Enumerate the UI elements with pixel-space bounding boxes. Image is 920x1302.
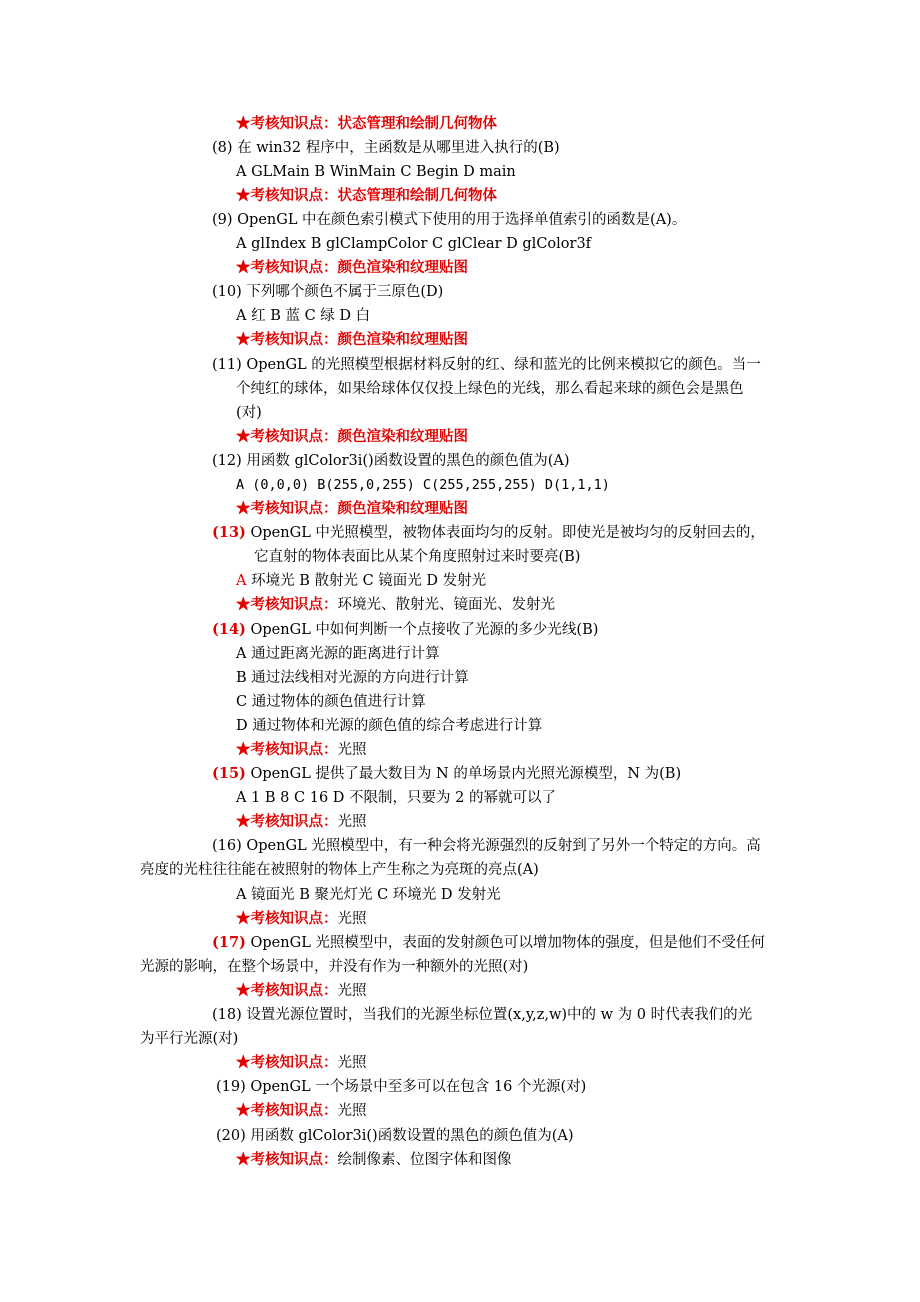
question-19: (19) OpenGL 一个场景中至多可以在包含 16 个光源(对) — [216, 1079, 587, 1095]
question-10-options: A 红 B 蓝 C 绿 D 白 — [236, 308, 371, 324]
question-text: OpenGL 中光照模型，被物体表面均匀的反射。即使光是被均匀的反射回去的， — [245, 525, 765, 541]
question-8: (8) 在 win32 程序中，主函数是从哪里进入执行的(B) — [212, 140, 560, 156]
knowledge-point-label: ★考核知识点： — [236, 259, 338, 276]
knowledge-point-label: ★考核知识点： — [236, 813, 338, 830]
question-15-options: A 1 B 8 C 16 D 不限制，只要为 2 的幂就可以了 — [236, 790, 556, 806]
knowledge-point — [236, 738, 367, 762]
question-15 — [212, 762, 681, 786]
knowledge-point-label: ★考核知识点： — [236, 1054, 338, 1071]
knowledge-point-label: ★考核知识点： — [236, 741, 338, 758]
question-18-line-2: 为平行光源(对) — [140, 1031, 239, 1047]
question-11-line-2: 个纯红的球体，如果给球体仅仅投上绿色的光线，那么看起来球的颜色会是黑色 — [236, 381, 744, 397]
knowledge-point — [236, 1148, 512, 1172]
question-number: (13) — [212, 524, 246, 541]
knowledge-point — [236, 328, 468, 352]
knowledge-point-topic: 光照 — [337, 983, 367, 999]
knowledge-point-topic: 颜色渲染和纹理贴图 — [337, 331, 468, 348]
question-9-options: A glIndex B glClampColor C glClear D glColor3f — [236, 236, 592, 252]
knowledge-point-topic: 颜色渲染和纹理贴图 — [337, 500, 468, 517]
question-16-line-2: 亮度的光柱往往能在被照射的物体上产生称之为亮斑的亮点(A) — [140, 862, 539, 878]
question-number: (17) — [212, 934, 246, 951]
question-number: (15) — [212, 765, 246, 782]
question-14-option-a: A 通过距离光源的距离进行计算 — [236, 646, 440, 662]
knowledge-point-topic: 颜色渲染和纹理贴图 — [337, 428, 468, 445]
question-16-options: A 镜面光 B 聚光灯光 C 环境光 D 发射光 — [236, 887, 501, 903]
knowledge-point-topic: 光照 — [337, 1055, 367, 1071]
knowledge-point-topic: 状态管理和绘制几何物体 — [337, 115, 497, 132]
question-11-line-3: (对) — [236, 405, 262, 421]
question-9: (9) OpenGL 中在颜色索引模式下使用的用于选择单值索引的函数是(A)。 — [212, 212, 687, 228]
knowledge-point-topic: 颜色渲染和纹理贴图 — [337, 259, 468, 276]
knowledge-point-label: ★考核知识点： — [236, 1151, 338, 1168]
question-18-line-1: (18) 设置光源位置时，当我们的光源坐标位置(x,y,z,w)中的 w 为 0 时代表我们的光 — [212, 1007, 753, 1023]
knowledge-point-label: ★考核知识点： — [236, 910, 338, 927]
question-20: (20) 用函数 glColor3i()函数设置的黑色的颜色值为(A) — [216, 1128, 574, 1144]
question-text: OpenGL 中如何判断一个点接收了光源的多少光线(B) — [245, 622, 599, 638]
question-12-options: A (0,0,0) B(255,0,255) C(255,255,255) D(1,1,1) — [236, 477, 610, 493]
question-11-line-1: (11) OpenGL 的光照模型根据材料反射的红、绿和蓝光的比例来模拟它的颜色。当一 — [212, 357, 761, 373]
knowledge-point — [236, 979, 367, 1003]
knowledge-point — [236, 1051, 367, 1075]
question-13-line-2: 它直射的物体表面比从某个角度照射过来时要亮(B) — [254, 549, 581, 565]
knowledge-point-label: ★考核知识点： — [236, 115, 338, 132]
knowledge-point-topic: 绘制像素、位图字体和图像 — [337, 1152, 512, 1168]
knowledge-point-label: ★考核知识点： — [236, 596, 338, 613]
knowledge-point — [236, 593, 555, 617]
knowledge-point — [236, 184, 497, 208]
knowledge-point-topic: 环境光、散射光、镜面光、发射光 — [337, 597, 555, 613]
knowledge-point-label: ★考核知识点： — [236, 500, 338, 517]
knowledge-point — [236, 810, 367, 834]
knowledge-point — [236, 1099, 367, 1123]
question-text: OpenGL 光照模型中，表面的发射颜色可以增加物体的强度，但是他们不受任何 — [245, 935, 765, 951]
question-10: (10) 下列哪个颜色不属于三原色(D) — [212, 284, 444, 300]
question-17-line-2: 光源的影响，在整个场景中，并没有作为一种额外的光照(对) — [140, 959, 529, 975]
knowledge-point-label: ★考核知识点： — [236, 982, 338, 999]
knowledge-point-topic: 光照 — [337, 742, 367, 758]
question-14-option-d: D 通过物体和光源的颜色值的综合考虑进行计算 — [236, 718, 543, 734]
knowledge-point — [236, 425, 468, 449]
knowledge-point-topic: 状态管理和绘制几何物体 — [337, 187, 497, 204]
knowledge-point-label: ★考核知识点： — [236, 331, 338, 348]
knowledge-point — [236, 907, 367, 931]
question-12: (12) 用函数 glColor3i()函数设置的黑色的颜色值为(A) — [212, 453, 570, 469]
knowledge-point-topic: 光照 — [337, 911, 367, 927]
question-13-options — [236, 569, 486, 593]
knowledge-point — [236, 497, 468, 521]
question-16-line-1: (16) OpenGL 光照模型中，有一种会将光源强烈的反射到了另外一个特定的方向。高 — [212, 838, 761, 854]
options-text: 环境光 B 散射光 C 镜面光 D 发射光 — [246, 573, 487, 589]
knowledge-point-label: ★考核知识点： — [236, 428, 338, 445]
question-13-line-1 — [212, 521, 765, 545]
question-14 — [212, 618, 598, 642]
question-17-line-1 — [212, 931, 765, 955]
knowledge-point-label: ★考核知识点： — [236, 187, 338, 204]
question-14-option-c: C 通过物体的颜色值进行计算 — [236, 694, 426, 710]
knowledge-point — [236, 256, 468, 280]
option-letter: A — [236, 573, 247, 589]
question-14-option-b: B 通过法线相对光源的方向进行计算 — [236, 670, 469, 686]
knowledge-point-topic: 光照 — [337, 814, 367, 830]
knowledge-point — [236, 112, 497, 136]
knowledge-point-label: ★考核知识点： — [236, 1102, 338, 1119]
question-number: (14) — [212, 621, 246, 638]
question-8-options: A GLMain B WinMain C Begin D main — [236, 164, 516, 180]
question-text: OpenGL 提供了最大数目为 N 的单场景内光照光源模型，N 为(B) — [245, 766, 682, 782]
knowledge-point-topic: 光照 — [337, 1103, 367, 1119]
